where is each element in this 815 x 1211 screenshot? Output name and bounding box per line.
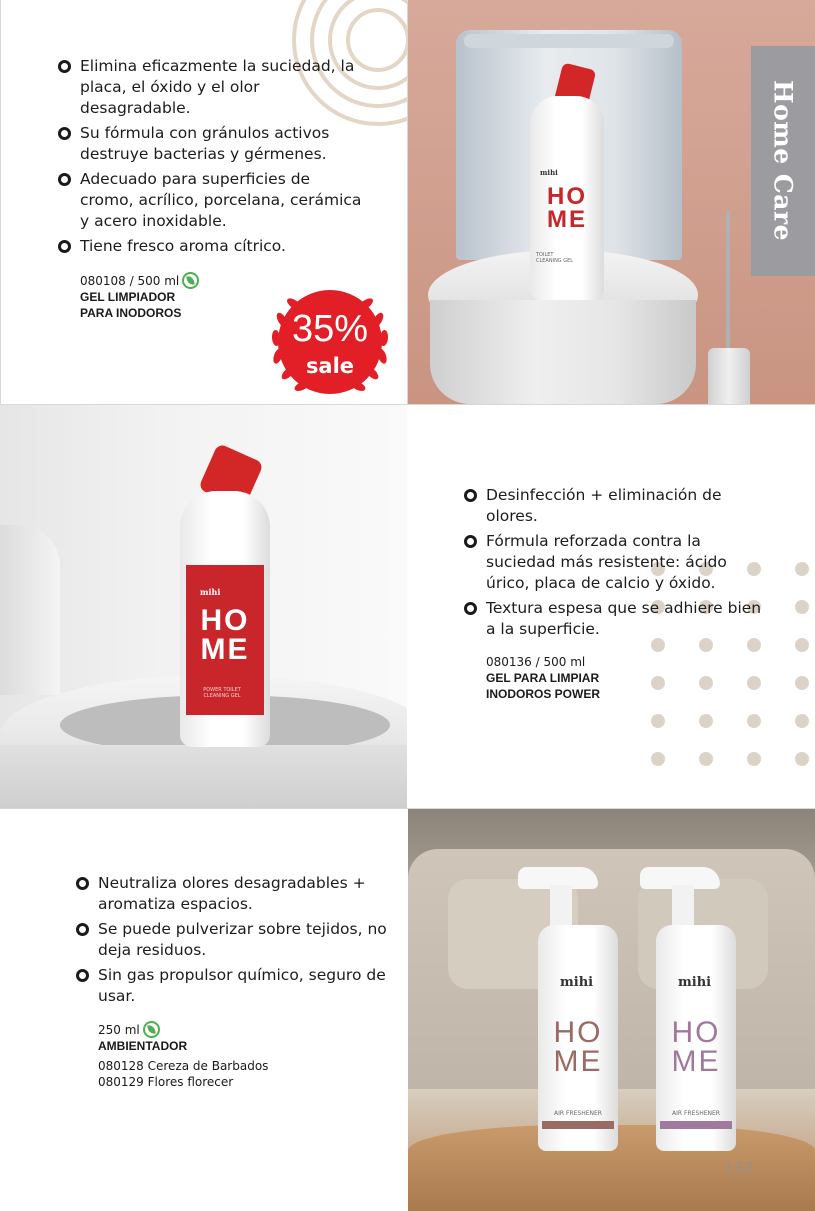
feature-item: Adecuado para superficies de cromo, acrílico, porcelana, cerámica y acero inoxidable.	[58, 169, 368, 232]
bottle-brand: mihi	[560, 975, 594, 990]
feature-item: Su fórmula con gránulos activos destruye bacterias y gérmenes.	[58, 123, 368, 165]
product3-text-panel	[0, 809, 407, 1211]
bottle-home-logo: HO ME	[200, 604, 250, 666]
eco-leaf-icon	[182, 272, 199, 289]
product2-name-2: INODOROS POWER	[486, 687, 601, 701]
feature-item: Sin gas propulsor químico, seguro de usar.	[76, 965, 394, 1007]
feature-item: Se puede pulverizar sobre tejidos, no deja residuos.	[76, 919, 394, 961]
feature-item: Desinfección + eliminación de olores.	[464, 485, 764, 527]
sale-badge	[268, 280, 392, 404]
feature-item: Neutraliza olores desagradables + aromatiza espacios.	[76, 873, 394, 915]
bottle-home-logo: HO ME	[553, 1016, 603, 1078]
bottle-label: POWER TOILET CLEANING GEL	[203, 687, 241, 699]
product1-name-2: PARA INODOROS	[80, 306, 182, 320]
bullet-icon	[464, 489, 477, 502]
product1-features	[58, 56, 368, 261]
page-number: 137	[724, 1159, 753, 1177]
sale-percent: 35%	[291, 308, 369, 350]
section-tab: Home Care	[751, 46, 815, 276]
bottle-label: AIR FRESHENER	[672, 1110, 720, 1117]
product3-name: AMBIENTADOR	[98, 1039, 188, 1053]
product2-text-panel	[408, 405, 815, 808]
bullet-icon	[464, 602, 477, 615]
bottle-label: TOILET CLEANING GEL	[536, 252, 574, 264]
product1-text-panel	[0, 0, 407, 404]
bottle-brand: mihi	[200, 587, 221, 597]
product3-variant: 080129 Flores florecer	[98, 1075, 234, 1089]
product2-features	[464, 485, 764, 644]
bottle-home-logo: HO ME	[547, 183, 587, 233]
product3-features	[76, 873, 394, 1011]
product3-photo	[408, 809, 815, 1211]
product2-code: 080136 / 500 ml	[486, 655, 586, 669]
product3-variant: 080128 Cereza de Barbados	[98, 1059, 269, 1073]
feature-item: Tiene fresco aroma cítrico.	[58, 236, 368, 257]
feature-item: Textura espesa que se adhiere bien a la superficie.	[464, 598, 764, 640]
bullet-icon	[58, 240, 71, 253]
bullet-icon	[76, 923, 89, 936]
bottle-brand: mihi	[540, 168, 558, 177]
product2-name-1: GEL PARA LIMPIAR	[486, 671, 600, 685]
product2-photo	[0, 405, 407, 808]
bullet-icon	[464, 535, 477, 548]
feature-item: Elimina eficazmente la suciedad, la placa, el óxido y el olor desagradable.	[58, 56, 368, 119]
bullet-icon	[58, 173, 71, 186]
bullet-icon	[76, 877, 89, 890]
bullet-icon	[58, 127, 71, 140]
bottle-brand: mihi	[678, 975, 712, 990]
eco-leaf-icon	[143, 1021, 160, 1038]
sale-word: sale	[305, 354, 355, 378]
bullet-icon	[76, 969, 89, 982]
bullet-icon	[58, 60, 71, 73]
bottle-home-logo: HO ME	[671, 1016, 721, 1078]
product3-volume: 250 ml	[98, 1021, 268, 1038]
feature-item: Fórmula reforzada contra la suciedad más resistente: ácido úrico, placa de calcio y óxido.	[464, 531, 764, 594]
product1-name-1: GEL LIMPIADOR	[80, 290, 176, 304]
product1-code: 080108 / 500 ml	[80, 272, 199, 289]
bottle-label: AIR FRESHENER	[554, 1110, 602, 1117]
